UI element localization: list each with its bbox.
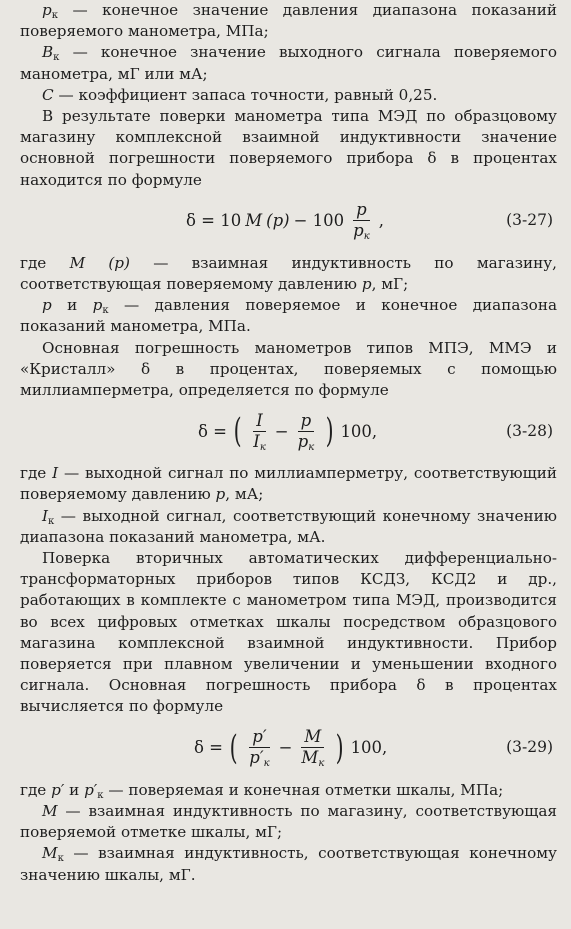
- symbol: p: [92, 296, 103, 315]
- fraction: [298, 727, 327, 770]
- left-paren: (: [233, 411, 242, 452]
- formula-text: δ =: [198, 421, 228, 441]
- subscript: к: [57, 853, 64, 865]
- formula-text: 100,: [350, 738, 388, 758]
- definition-text: — коэффициент запаса точности, равный 0,25.: [53, 85, 438, 104]
- equation-number: (3-29): [506, 738, 553, 757]
- symbol: p: [42, 296, 52, 315]
- formula-text: 100,: [340, 421, 378, 441]
- symbol: p: [42, 1, 52, 19]
- symbol: p′: [84, 780, 98, 799]
- subscript: к: [308, 441, 315, 453]
- formula-3-29: [20, 722, 557, 774]
- subscript: к: [48, 515, 55, 527]
- symbol: p: [361, 275, 372, 294]
- denominator-var: I: [253, 431, 260, 451]
- symbol: M: [42, 844, 58, 863]
- definition-text: — конечное значение выходного сигнала поверяемого манометра, мГ или мА;: [20, 43, 557, 83]
- formula-body: [194, 722, 387, 774]
- denominator-var: p: [297, 431, 309, 451]
- formula-var: M: [245, 211, 263, 231]
- definition-text: — взаимная индуктивность, соответствующая конечному значению шкалы, мГ.: [20, 844, 557, 884]
- fraction-denominator: [350, 221, 373, 243]
- left-paren: (: [229, 727, 238, 768]
- fraction-numerator: I: [253, 412, 266, 432]
- lead-word: где: [20, 780, 52, 799]
- definition-bk: [20, 42, 557, 84]
- definition-mk: [20, 843, 557, 885]
- fraction-numerator: p: [353, 201, 370, 221]
- fraction-numerator: M: [301, 728, 324, 748]
- subscript: к: [259, 441, 266, 453]
- paragraph-mpe-error: Основная погрешность манометров типов МПЭ, ММЭ и «Кристалл» δ в процентах, поверяемых с помощью миллиамперметра, определяется по формуле: [20, 338, 557, 400]
- subscript: к: [318, 758, 325, 770]
- formula-text: (p): [266, 211, 290, 231]
- paragraph-secondary-instruments: Поверка вторичных автоматических дифференциально-трансформаторных приборов типов КСДЗ, КСД2 и др., работающих в комплекте с манометром типа МЭД, производится во всех цифровых отметках шкалы посредством образцового магазина комплексной взаимной индуктивности. Прибор поверяется при плавном увеличении и уменьшении входного сигнала. Основная погрешность прибора δ в процентах вычисляется по формуле: [20, 549, 557, 716]
- definition-text: — конечное значение давления диапазона показаний поверяемого манометра, МПа;: [20, 1, 557, 41]
- formula-text: δ = 10: [186, 211, 242, 231]
- subscript: к: [363, 231, 370, 243]
- symbol: C: [42, 85, 54, 104]
- symbol: M (p): [69, 253, 130, 272]
- fraction-denominator: [246, 748, 272, 770]
- definition-pk: [20, 0, 557, 42]
- subscript: к: [263, 758, 270, 770]
- definition-i: [20, 463, 557, 505]
- equation-number: (3-28): [506, 421, 553, 440]
- definition-text: — давления поверяемое и конечное диапазона показаний манометра, МПа.: [20, 296, 558, 336]
- definition-text: — выходной сигнал по миллиамперметру, соответствующий поверяемому давлению: [20, 464, 557, 504]
- denominator-var: M: [301, 748, 319, 768]
- conjunction: и: [51, 296, 93, 315]
- symbol: I: [52, 464, 59, 483]
- symbol: M: [42, 801, 58, 820]
- subscript: к: [97, 789, 104, 801]
- denominator-var: p′: [249, 748, 264, 768]
- denominator-var: p: [353, 221, 364, 241]
- equation-number: (3-27): [506, 211, 553, 230]
- definition-text: — взаимная индуктивность по магазину, соответствующая поверяемому давлению: [20, 253, 558, 294]
- fraction: [295, 412, 318, 451]
- formula-text: ,: [378, 211, 384, 231]
- definition-ik: [20, 506, 557, 548]
- formula-text: −: [274, 421, 289, 441]
- right-paren: ): [335, 727, 344, 768]
- definition-c: [20, 85, 557, 106]
- fraction: [246, 727, 272, 770]
- definition-text: — поверяемая и конечная отметки шкалы, МПа;: [103, 780, 504, 799]
- right-paren: ): [325, 411, 334, 452]
- formula-3-28: [20, 405, 557, 457]
- fraction: [350, 200, 373, 243]
- symbol: I: [42, 506, 48, 525]
- definition-m: [20, 801, 557, 843]
- definition-text: , мА;: [225, 485, 264, 504]
- formula-text: − 100: [293, 211, 345, 231]
- subscript: к: [102, 305, 109, 317]
- fraction: [250, 412, 269, 451]
- lead-word: где: [20, 464, 53, 483]
- definition-p-pk: [20, 295, 557, 337]
- fraction-denominator: [298, 748, 327, 770]
- symbol: B: [42, 43, 54, 62]
- subscript: к: [51, 10, 58, 21]
- definition-m-p: [20, 253, 557, 295]
- definition-text: — взаимная индуктивность по магазину, соответствующая поверяемой отметке шкалы, мГ;: [20, 801, 557, 842]
- formula-text: δ =: [194, 738, 224, 758]
- fraction-numerator: p′: [249, 728, 269, 748]
- formula-body: [198, 405, 377, 457]
- symbol: p′: [51, 780, 65, 799]
- fraction-denominator: [250, 432, 269, 451]
- fraction-numerator: p: [298, 412, 315, 432]
- definition-text: , мГ;: [371, 275, 409, 294]
- subscript: к: [53, 52, 60, 64]
- formula-body: [186, 195, 384, 247]
- lead-word: где: [20, 253, 70, 272]
- definition-p-prime: [20, 780, 557, 801]
- formula-3-27: [20, 195, 557, 247]
- paragraph-med-verification: В результате поверки манометра типа МЭД по образцовому магазину комплексной взаимной индуктивности значение основной погрешности поверяемого прибора δ в процентах находится по формуле: [20, 107, 557, 189]
- formula-text: −: [278, 738, 293, 758]
- definition-text: — выходной сигнал, соответствующий конечному значению диапазона показаний манометра, мА.: [20, 506, 557, 546]
- fraction-denominator: [295, 432, 318, 451]
- symbol: p: [215, 485, 226, 504]
- conjunction: и: [64, 780, 85, 799]
